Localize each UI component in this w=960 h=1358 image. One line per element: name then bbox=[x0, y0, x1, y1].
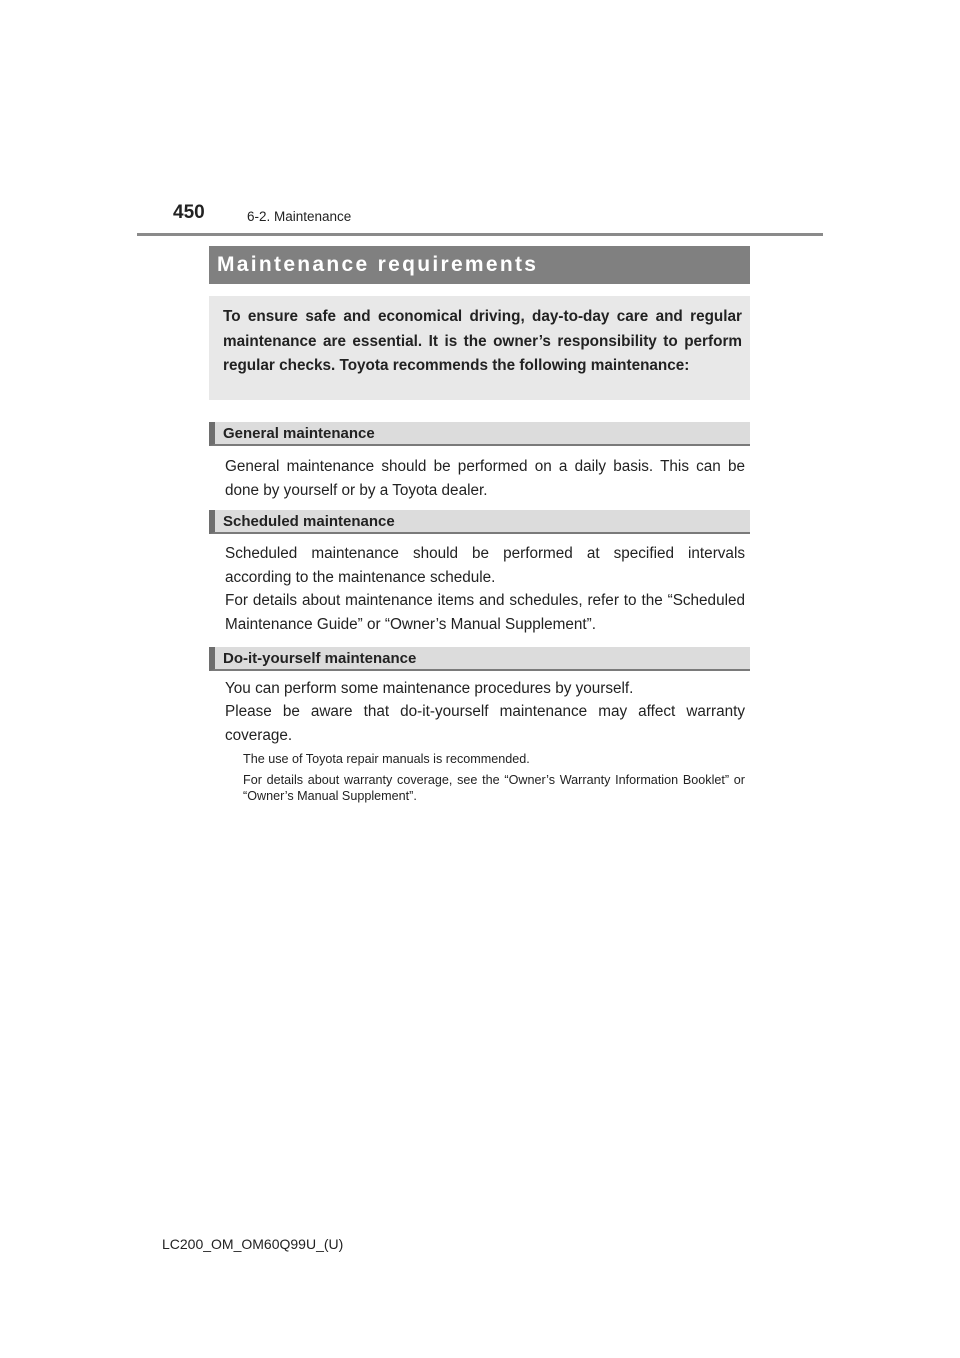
repair-manual-note: The use of Toyota repair manuals is recommended. bbox=[243, 752, 530, 766]
general-maintenance-heading bbox=[209, 422, 750, 446]
diy-maintenance-text: You can perform some maintenance procedures by yourself. bbox=[225, 680, 634, 697]
scheduled-maintenance-heading-label: Scheduled maintenance bbox=[223, 512, 395, 530]
page-title: Maintenance requirements bbox=[217, 253, 539, 276]
diy-warranty-warning: Please be aware that do-it-yourself maintenance may affect warranty coverage. bbox=[225, 703, 745, 744]
diy-maintenance-heading bbox=[209, 647, 750, 671]
page-title-bar bbox=[209, 246, 750, 284]
general-maintenance-text: General maintenance should be performed on a daily basis. This can be done by yourself or by a Toyota dealer. bbox=[225, 458, 745, 499]
scheduled-maintenance-text: Scheduled maintenance should be performed at specified intervals according to the maintenance schedule. bbox=[225, 545, 745, 586]
general-maintenance-heading-label: General maintenance bbox=[223, 424, 375, 442]
scheduled-maintenance-heading bbox=[209, 510, 750, 534]
document-code: LC200_OM_OM60Q99U_(U) bbox=[162, 1236, 344, 1252]
diy-maintenance-heading-label: Do-it-yourself maintenance bbox=[223, 649, 417, 667]
section-label: 6-2. Maintenance bbox=[247, 209, 352, 224]
warranty-coverage-note: For details about warranty coverage, see the “Owner’s Warranty Information Booklet” or “Owner’s Manual Supplement”. bbox=[243, 773, 745, 803]
page-number: 450 bbox=[173, 202, 205, 223]
intro-text: To ensure safe and economical driving, day-to-day care and regular maintenance are essential. It is the owner’s responsibility to perform regular checks. Toyota recommends the following maintenance: bbox=[209, 296, 750, 400]
header-divider bbox=[137, 233, 823, 236]
scheduled-maintenance-details: For details about maintenance items and schedules, refer to the “Scheduled Maintenance Guide” or “Owner’s Manual Supplement”. bbox=[225, 592, 745, 633]
